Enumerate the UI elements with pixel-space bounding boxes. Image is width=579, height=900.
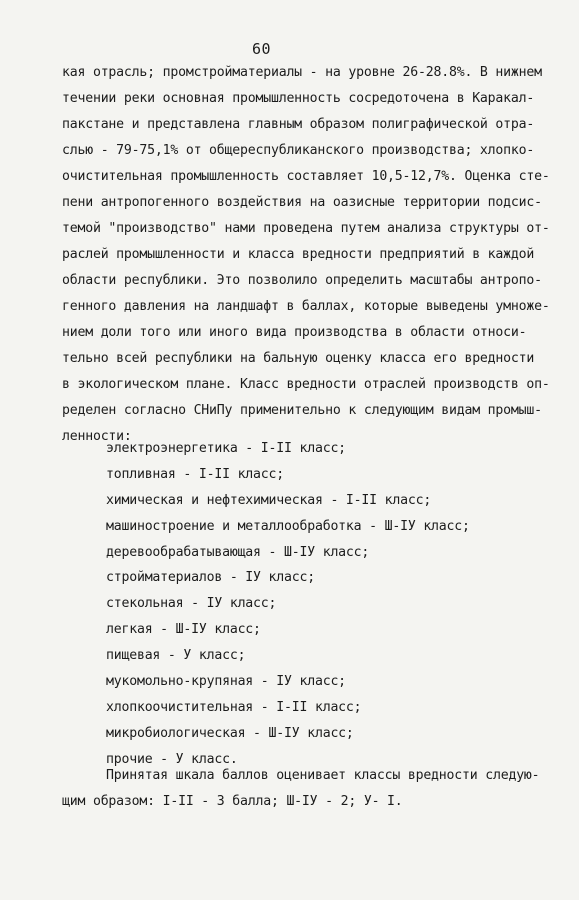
text-line: течении реки основная промышленность сосредоточена в Каракал- — [62, 91, 535, 106]
text-line: ределен согласно СНиПу применительно к следующим видам промыш- — [62, 403, 542, 418]
list-item: электроэнергетика - I-II класс; — [106, 441, 346, 456]
list-item: легкая - Ш-IУ класс; — [106, 622, 261, 638]
list-item: мукомольно-крупяная - IУ класс; — [106, 674, 346, 690]
text-line: области республики. Это позволило определить масштабы антропо- — [62, 273, 542, 288]
text-line: генного давления на ландшафт в баллах, которые выведены умноже- — [62, 299, 550, 314]
list-item: хлопкоочистительная - I-II класс; — [106, 699, 362, 715]
industry-hazard-list — [106, 436, 470, 773]
text-line: пакстане и представлена главным образом полиграфической отра- — [62, 117, 535, 132]
text-line: тельно всей республики на бальную оценку класса его вредности — [62, 351, 535, 366]
list-item: деревообрабатывающая - Ш-IУ класс; — [106, 544, 370, 560]
list-item: пищевая - У класс; — [106, 648, 246, 664]
list-item: топливная - I-II класс; — [106, 466, 285, 482]
list-item: машиностроение и металлообработка - Ш-IУ класс; — [106, 518, 470, 534]
closing-paragraph — [62, 763, 539, 815]
list-item: химическая и нефтехимическая - I-II класс; — [106, 492, 432, 508]
text-line: Принятая шкала баллов оценивает классы вредности следую- — [106, 768, 540, 783]
text-line: щим образом: I-II - 3 балла; Ш-IУ - 2; У- I. — [62, 794, 403, 809]
list-item: прочие - У класс. — [106, 751, 238, 767]
text-line: нием доли того или иного вида производства в области относи- — [62, 325, 527, 340]
text-line: кая отрасль; промстройматериалы - на уровне 26-28.8%. В нижнем — [62, 65, 542, 80]
text-line: раслей промышленности и класса вредности предприятий в каждой — [62, 247, 535, 262]
body-paragraph — [62, 60, 562, 450]
text-line: темой "производство" нами проведена путем анализа структуры от- — [62, 221, 550, 236]
list-item: стройматериалов - IУ класс; — [106, 570, 315, 586]
list-item: микробиологическая - Ш-IУ класс; — [106, 725, 354, 741]
text-line: в экологическом плане. Класс вредности отраслей производств оп- — [62, 377, 550, 392]
page-number: 60 — [252, 40, 272, 58]
text-line: ленности: — [62, 429, 132, 444]
text-line: пени антропогенного воздействия на оазисные территории подсис- — [62, 195, 542, 210]
text-line: слью - 79-75,1% от общереспубликанского производства; хлопко- — [62, 143, 535, 158]
text-line: очистительная промышленность составляет 10,5-12,7%. Оценка сте- — [62, 169, 550, 184]
list-item: стекольная - IУ класс; — [106, 596, 277, 612]
